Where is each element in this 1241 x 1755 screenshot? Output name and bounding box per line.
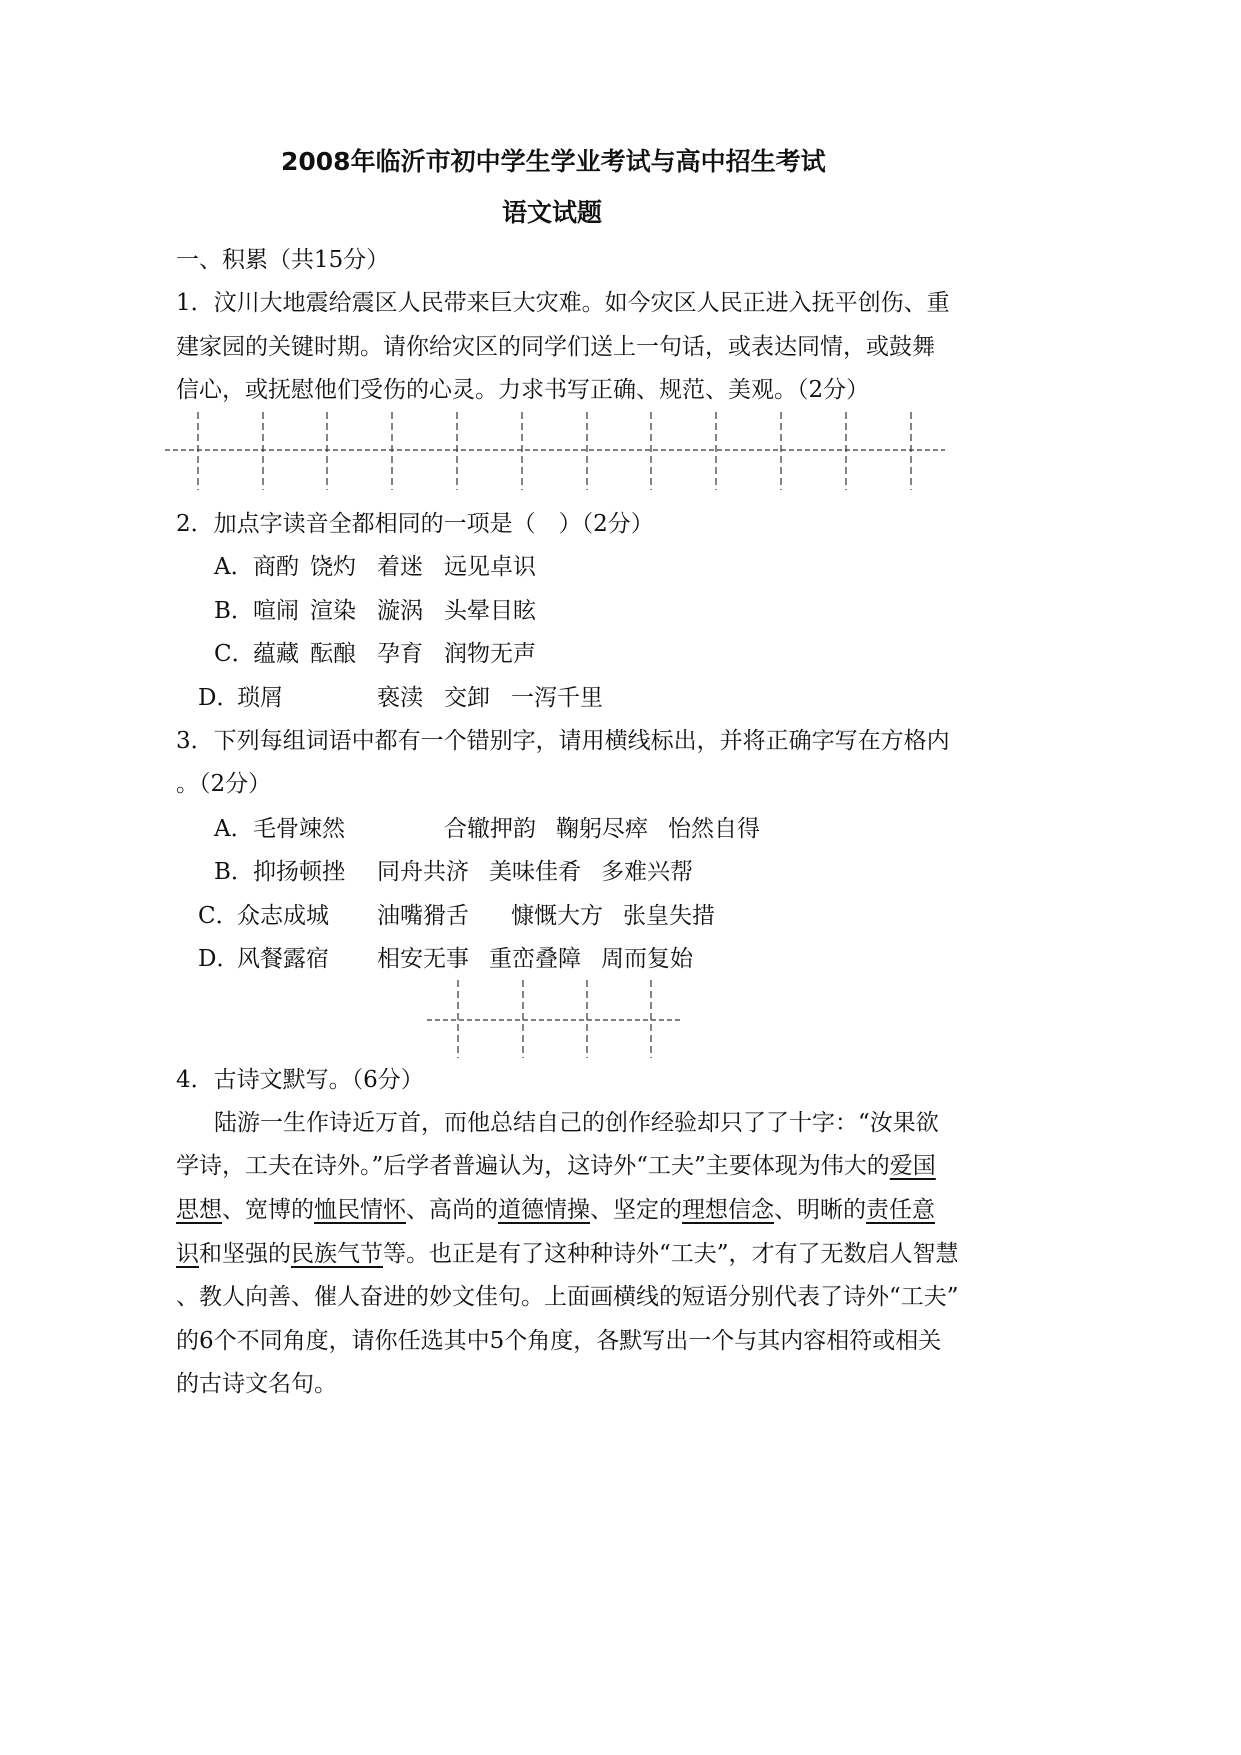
option-label: C．	[198, 903, 239, 929]
option-word: 琐屑	[237, 685, 283, 711]
option-word: 张皇失措	[623, 903, 715, 929]
option-word: 重峦叠障	[489, 946, 581, 972]
page-title: 2008年临沂市初中学生学业考试与高中招生考试	[281, 147, 826, 176]
underlined-phrase: 思想	[176, 1197, 222, 1223]
option-word: 同舟共济	[377, 859, 469, 885]
option-word: 着迷	[377, 554, 423, 580]
option-word: 一泻千里	[511, 685, 603, 711]
underlined-phrase: 民族气节	[291, 1241, 383, 1267]
option-word: 渲染	[310, 598, 356, 624]
text-span: 学诗，工夫在诗外。”后学者普遍认为，这诗外“工夫”主要体现为伟大的	[176, 1153, 890, 1179]
q2-stem: 2．加点字读音全都相同的一项是（ ）（2分）	[176, 511, 654, 537]
option-word: 风餐露宿	[237, 946, 329, 972]
option-word: 美味佳肴	[489, 859, 581, 885]
text-span: 、宽博的	[222, 1197, 314, 1223]
text-span: 等。也正是有了这种种诗外“工夫”，才有了无数启人智慧	[383, 1241, 959, 1267]
q4-stem: 4．古诗文默写。（6分）	[176, 1067, 424, 1093]
paragraph-line	[176, 1235, 959, 1268]
paragraph-line: 的古诗文名句。	[176, 1371, 337, 1397]
option-word: 酝酿	[310, 641, 356, 667]
option-word: 怡然自得	[668, 816, 760, 842]
underlined-phrase: 理想信念	[682, 1197, 774, 1223]
underlined-phrase: 道德情操	[498, 1197, 590, 1223]
underlined-phrase: 恤民情怀	[314, 1197, 406, 1223]
section-heading: 一、积累（共15分）	[176, 247, 390, 273]
writing-grid[interactable]	[160, 410, 950, 495]
option-word: 饶灼	[310, 554, 356, 580]
text-span: 、高尚的	[406, 1197, 498, 1223]
underlined-phrase: 识	[176, 1241, 199, 1267]
option-word: 周而复始	[601, 946, 693, 972]
option-label: D．	[198, 946, 240, 972]
paragraph-line: 、教人向善、催人奋进的妙文佳句。上面画横线的短语分别代表了诗外“工夫”	[176, 1284, 959, 1310]
option-word: 慷慨大方	[511, 903, 603, 929]
option-label: C．	[214, 641, 255, 667]
option-word: 润物无声	[444, 641, 536, 667]
option-label: D．	[198, 685, 240, 711]
option-word: 蕴藏	[253, 641, 299, 667]
option-word: 商酌	[253, 554, 299, 580]
option-word: 孕育	[377, 641, 423, 667]
option-label: A．	[214, 816, 254, 842]
option-word: 亵渎	[377, 685, 423, 711]
option-word: 漩涡	[377, 598, 423, 624]
q1-line: 建家园的关键时期。请你给灾区的同学们送上一句话，或表达同情，或鼓舞	[176, 334, 935, 360]
option-word: 鞠躬尽瘁	[556, 816, 648, 842]
paragraph-line: 的6个不同角度，请你任选其中5个角度，各默写出一个与其内容相符或相关	[176, 1328, 942, 1354]
underlined-phrase: 爱国	[889, 1153, 936, 1179]
option-word: 喧闹	[253, 598, 299, 624]
option-word: 头晕目眩	[444, 598, 536, 624]
option-word: 多难兴帮	[601, 859, 693, 885]
underlined-phrase: 责任意	[866, 1197, 935, 1223]
q3-stem: 。（2分）	[176, 771, 272, 797]
option-word: 油嘴猾舌	[377, 903, 469, 929]
answer-grid[interactable]	[425, 978, 687, 1060]
page-subtitle: 语文试题	[502, 198, 603, 227]
option-word: 抑扬顿挫	[253, 859, 345, 885]
q1-line: 信心，或抚慰他们受伤的心灵。力求书写正确、规范、美观。（2分）	[176, 377, 870, 403]
option-label: A．	[214, 554, 254, 580]
text-span: 、坚定的	[590, 1197, 682, 1223]
q3-stem: 3．下列每组词语中都有一个错别字，请用横线标出，并将正确字写在方格内	[176, 728, 950, 754]
paragraph-line: 陆游一生作诗近万首，而他总结自己的创作经验却只了了十字：“汝果欲	[214, 1110, 939, 1136]
option-word: 远见卓识	[444, 554, 536, 580]
text-span: 和坚强的	[199, 1241, 291, 1267]
option-label: B．	[214, 859, 254, 885]
option-word: 毛骨竦然	[253, 816, 345, 842]
option-word: 众志成城	[237, 903, 329, 929]
option-word: 合辙押韵	[444, 816, 536, 842]
q1-line: 1．汶川大地震给震区人民带来巨大灾难。如今灾区人民正进入抚平创伤、重	[176, 290, 950, 316]
paragraph-line	[176, 1147, 936, 1180]
paragraph-line	[176, 1191, 935, 1224]
option-word: 交卸	[444, 685, 490, 711]
option-word: 相安无事	[377, 946, 469, 972]
option-label: B．	[214, 598, 254, 624]
text-span: 、明晰的	[774, 1197, 866, 1223]
